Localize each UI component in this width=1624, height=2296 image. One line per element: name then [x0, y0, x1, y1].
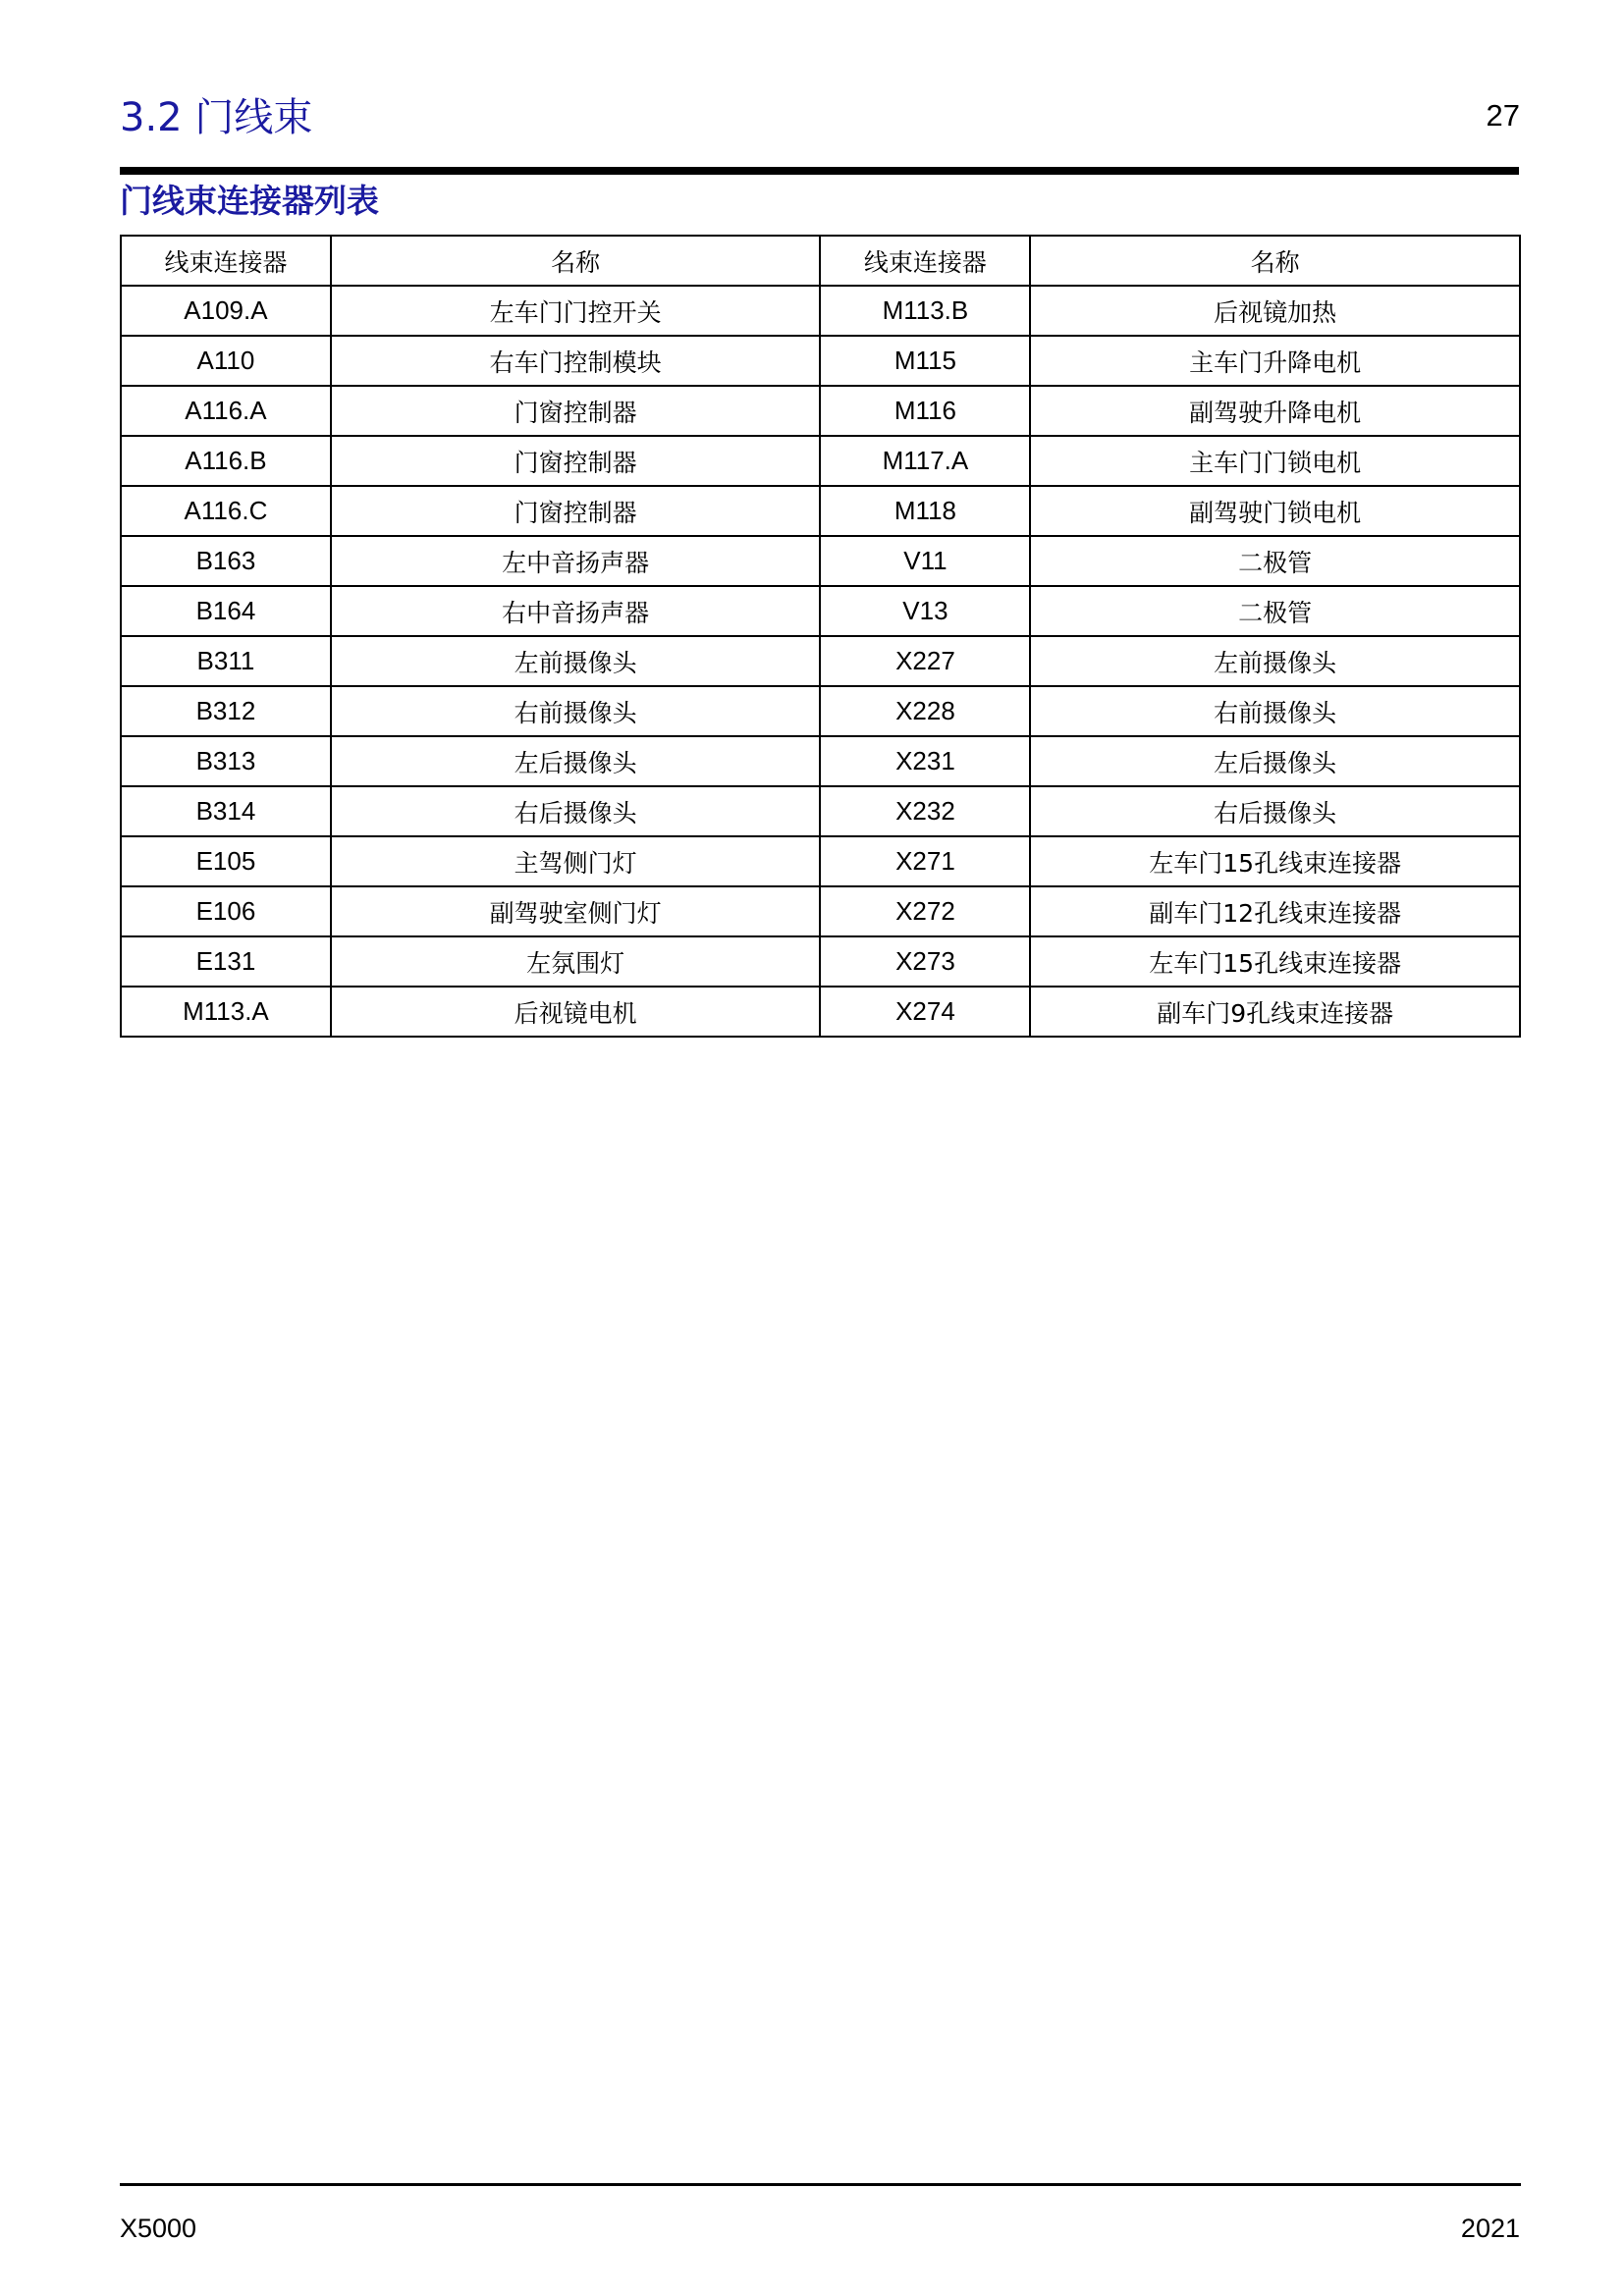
- connector-code-cell: X271: [820, 836, 1030, 886]
- table-row: [121, 987, 1520, 1037]
- table-body: [121, 286, 1520, 1037]
- table-row: [121, 936, 1520, 987]
- connector-name-cell: 右前摄像头: [1030, 686, 1520, 736]
- connector-code-cell: B312: [121, 686, 331, 736]
- connector-code-cell: B163: [121, 536, 331, 586]
- connector-name-cell: 左前摄像头: [1030, 636, 1520, 686]
- connector-code-cell: X273: [820, 936, 1030, 987]
- connector-name-cell: 副驾驶室侧门灯: [331, 886, 821, 936]
- connector-code-cell: E105: [121, 836, 331, 886]
- connector-code-cell: B314: [121, 786, 331, 836]
- connector-code-cell: A116.C: [121, 486, 331, 536]
- connector-code-cell: X272: [820, 886, 1030, 936]
- connector-name-cell: 左后摄像头: [1030, 736, 1520, 786]
- connector-name-cell: 左车门门控开关: [331, 286, 821, 336]
- header-name: 名称: [1030, 236, 1520, 286]
- connector-name-cell: 左车门15孔线束连接器: [1030, 836, 1520, 886]
- connector-code-cell: A109.A: [121, 286, 331, 336]
- connector-code-cell: B311: [121, 636, 331, 686]
- table-row: [121, 386, 1520, 436]
- table-row: [121, 336, 1520, 386]
- connector-name-cell: 主驾侧门灯: [331, 836, 821, 886]
- connector-code-cell: V11: [820, 536, 1030, 586]
- page-number: 27: [1486, 98, 1520, 133]
- connector-code-cell: X274: [820, 987, 1030, 1037]
- connector-code-cell: X228: [820, 686, 1030, 736]
- connector-code-cell: M118: [820, 486, 1030, 536]
- connector-name-cell: 副车门9孔线束连接器: [1030, 987, 1520, 1037]
- connector-name-cell: 主车门升降电机: [1030, 336, 1520, 386]
- connector-code-cell: V13: [820, 586, 1030, 636]
- connector-name-cell: 主车门门锁电机: [1030, 436, 1520, 486]
- table-row: [121, 886, 1520, 936]
- table-row: [121, 636, 1520, 686]
- section-title: 3.2 门线束: [120, 95, 313, 140]
- connector-name-cell: 副车门12孔线束连接器: [1030, 886, 1520, 936]
- connector-name-cell: 左氛围灯: [331, 936, 821, 987]
- table-row: [121, 486, 1520, 536]
- table-row: [121, 286, 1520, 336]
- connector-name-cell: 右后摄像头: [1030, 786, 1520, 836]
- connector-code-cell: M113.A: [121, 987, 331, 1037]
- connector-code-cell: X227: [820, 636, 1030, 686]
- table-title: 门线束连接器列表: [120, 182, 379, 220]
- connector-code-cell: B313: [121, 736, 331, 786]
- footer-model: X5000: [120, 2214, 197, 2243]
- connector-name-cell: 左中音扬声器: [331, 536, 821, 586]
- connector-code-cell: E106: [121, 886, 331, 936]
- connector-code-cell: A110: [121, 336, 331, 386]
- connector-name-cell: 右车门控制模块: [331, 336, 821, 386]
- connector-name-cell: 左车门15孔线束连接器: [1030, 936, 1520, 987]
- connector-name-cell: 副驾驶升降电机: [1030, 386, 1520, 436]
- connector-name-cell: 右中音扬声器: [331, 586, 821, 636]
- table-header-row: [121, 236, 1520, 286]
- connector-code-cell: M113.B: [820, 286, 1030, 336]
- header-connector: 线束连接器: [820, 236, 1030, 286]
- connector-code-cell: E131: [121, 936, 331, 987]
- table-row: [121, 586, 1520, 636]
- table-row: [121, 836, 1520, 886]
- connector-name-cell: 副驾驶门锁电机: [1030, 486, 1520, 536]
- connector-code-cell: A116.A: [121, 386, 331, 436]
- connector-name-cell: 左后摄像头: [331, 736, 821, 786]
- connector-name-cell: 左前摄像头: [331, 636, 821, 686]
- connector-code-cell: B164: [121, 586, 331, 636]
- connector-name-cell: 门窗控制器: [331, 486, 821, 536]
- connector-code-cell: M116: [820, 386, 1030, 436]
- connector-code-cell: M115: [820, 336, 1030, 386]
- header-rule: [120, 167, 1519, 175]
- header-name: 名称: [331, 236, 821, 286]
- connector-name-cell: 二极管: [1030, 586, 1520, 636]
- connector-name-cell: 门窗控制器: [331, 436, 821, 486]
- connector-code-cell: M117.A: [820, 436, 1030, 486]
- connector-code-cell: X231: [820, 736, 1030, 786]
- connector-name-cell: 后视镜加热: [1030, 286, 1520, 336]
- connector-name-cell: 右后摄像头: [331, 786, 821, 836]
- connector-code-cell: A116.B: [121, 436, 331, 486]
- connector-table: [120, 235, 1521, 1038]
- connector-code-cell: X232: [820, 786, 1030, 836]
- connector-name-cell: 后视镜电机: [331, 987, 821, 1037]
- footer-rule: [120, 2183, 1521, 2186]
- table-row: [121, 786, 1520, 836]
- connector-name-cell: 右前摄像头: [331, 686, 821, 736]
- table-row: [121, 536, 1520, 586]
- connector-name-cell: 二极管: [1030, 536, 1520, 586]
- header-connector: 线束连接器: [121, 236, 331, 286]
- connector-name-cell: 门窗控制器: [331, 386, 821, 436]
- table-row: [121, 686, 1520, 736]
- table-row: [121, 736, 1520, 786]
- table-row: [121, 436, 1520, 486]
- footer-year: 2021: [1460, 2214, 1520, 2243]
